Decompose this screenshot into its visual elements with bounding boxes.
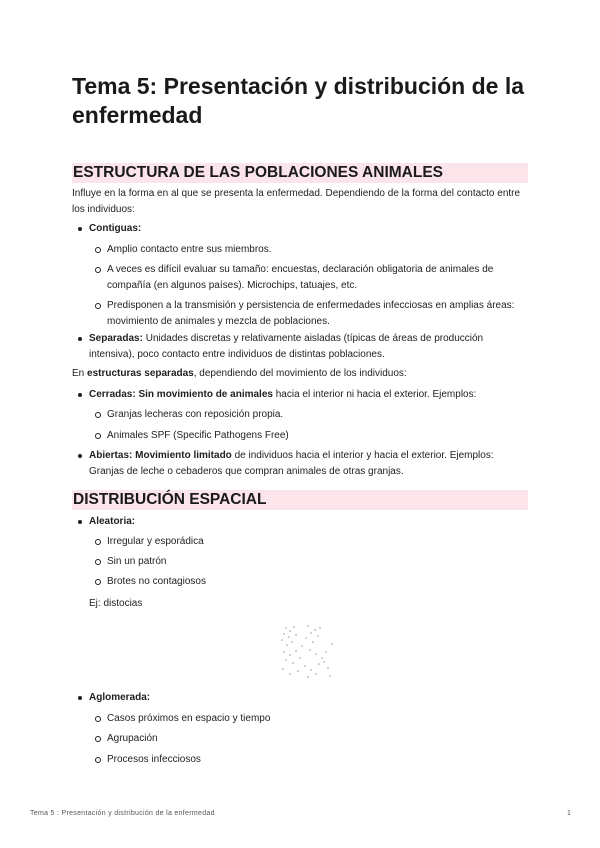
list-item-aleatoria: Aleatoria: <box>89 514 528 530</box>
example-text: Ej: distocias <box>89 598 143 609</box>
footer-title: Tema 5 : Presentación y distribución de la enfermedad <box>30 810 215 817</box>
list-item-aglomerada: Aglomerada: <box>89 690 528 706</box>
random-distribution-figure <box>280 624 336 680</box>
estructuras-separadas-intro: En estructuras separadas, dependiendo del movimiento de los individuos: <box>72 368 407 379</box>
list-item: Predisponen a la transmisión y persistencia de enfermedades infecciosas en amplias áreas: movimiento de animales y mezcla de poblaciones. <box>107 298 528 330</box>
separadas-text: Unidades discretas y relativamente aisladas (típicas de áreas de producción intensiva), poco contacto entre individuos de distintas poblaciones. <box>89 333 484 360</box>
list-item: Brotes no contagiosos <box>107 574 528 590</box>
term-abiertas: Abiertas <box>89 450 130 461</box>
list-item: Amplio contacto entre sus miembros. <box>107 242 528 258</box>
list-item: Agrupación <box>107 731 528 747</box>
list-item: Irregular y esporádica <box>107 534 528 550</box>
list-item: A veces es difícil evaluar su tamaño: encuestas, declaración obligatoria de animales de compañía (en algunos países). Microchips, tatuajes, etc. <box>107 262 528 294</box>
term-aleatoria: Aleatoria <box>89 516 132 527</box>
section-intro: Influye en la forma en al que se presenta la enfermedad. Dependiendo de la forma del contacto entre los individuos: <box>72 188 521 215</box>
page-number: 1 <box>567 810 572 817</box>
list-item: Sin un patrón <box>107 554 528 570</box>
section-heading-estructura: ESTRUCTURA DE LAS POBLACIONES ANIMALES <box>72 163 528 183</box>
list-item: Casos próximos en espacio y tiempo <box>107 711 528 727</box>
list-item-cerradas: Cerradas: Sin movimiento de animales hacia el interior ni hacia el exterior. Ejemplos: <box>89 387 528 403</box>
section-heading-distribucion: DISTRIBUCIÓN ESPACIAL <box>72 490 528 510</box>
page-title: Tema 5: Presentación y distribución de la enfermedad <box>72 73 525 128</box>
term-separadas: Separadas <box>89 333 140 344</box>
list-item-separadas: Separadas: Unidades discretas y relativamente aisladas (típicas de áreas de producción intensiva), poco contacto entre individuos de distintas poblaciones. <box>89 331 528 363</box>
term-aglomerada: Aglomerada <box>89 692 147 703</box>
list-item: Procesos infecciosos <box>107 752 528 768</box>
list-item: Granjas lecheras con reposición propia. <box>107 407 528 423</box>
list-item-abiertas: Abiertas: Movimiento limitado de individuos hacia el interior y hacia el exterior. Ejemplos: Granjas de leche o cebaderos que compran animales de otras granjas. <box>89 448 528 480</box>
list-item-contiguas: Contiguas: <box>89 221 528 237</box>
term-contiguas: Contiguas <box>89 223 138 234</box>
term-cerradas: Cerradas <box>89 389 133 400</box>
list-item: Animales SPF (Specific Pathogens Free) <box>107 428 528 444</box>
